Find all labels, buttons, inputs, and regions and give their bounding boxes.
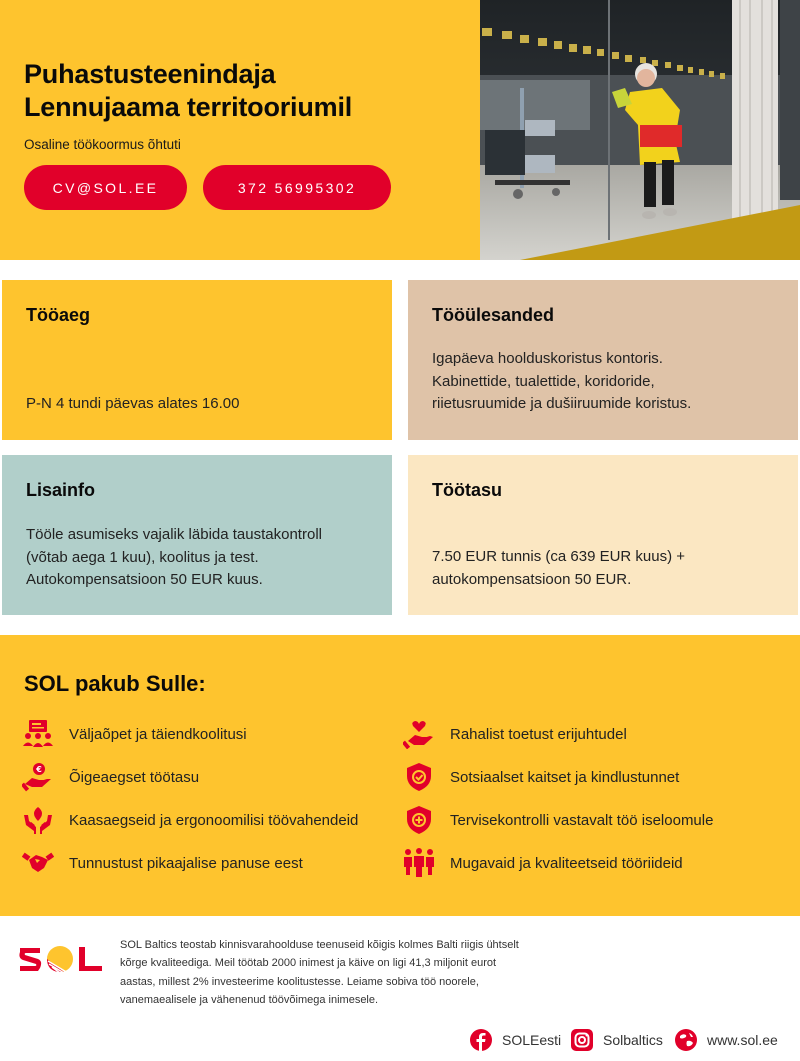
benefit-label: Mugavaid ja kvaliteetseid tööriideid <box>450 854 683 872</box>
benefit-label: Sotsiaalset kaitset ja kindlustunnet <box>450 768 680 786</box>
globe-icon <box>675 1029 697 1051</box>
benefit-label: Tunnustust pikaajalise panuse eest <box>69 854 303 872</box>
benefit-item <box>22 848 303 878</box>
hero-section <box>0 0 800 260</box>
instagram-icon <box>571 1029 593 1051</box>
benefit-item <box>403 762 679 792</box>
instagram-label: Solbaltics <box>603 1032 663 1048</box>
website-link[interactable] <box>675 1028 778 1052</box>
card-body: P-N 4 tundi päevas alates 16.00 <box>26 395 240 412</box>
website-label: www.sol.ee <box>707 1032 778 1048</box>
benefit-label: Õigeaegset töötasu <box>69 768 200 786</box>
benefit-item <box>22 762 199 792</box>
hero-photo <box>480 0 800 260</box>
sol-logo <box>18 940 104 976</box>
card-job-duties <box>408 280 798 440</box>
benefit-label: Rahalist toetust erijuhtudel <box>450 725 627 743</box>
job-subtitle: Osaline töökoormus õhtuti <box>24 137 181 152</box>
benefit-item <box>403 848 683 878</box>
card-body: Igapäeva hoolduskoristus kontoris. Kabinettide, tualettide, koridoride, riietusruumide ja dušiiruumide koristus. <box>432 350 692 412</box>
instagram-link[interactable] <box>571 1028 663 1052</box>
card-title: Tööülesanded <box>432 305 555 325</box>
card-body: 7.50 EUR tunnis (ca 639 EUR kuus) + autokompensatsioon 50 EUR. <box>432 548 686 588</box>
job-title-line-2: Lennujaama territooriumil <box>24 92 353 122</box>
facebook-link[interactable] <box>470 1028 561 1052</box>
facebook-icon <box>470 1029 492 1051</box>
benefit-label: Kaasaegseid ja ergonoomilisi töövahendeid <box>69 811 359 829</box>
hands-leaf-icon <box>22 805 54 835</box>
benefits-section <box>0 635 800 916</box>
facebook-label: SOLEesti <box>502 1032 562 1048</box>
phone-button[interactable]: 372 56995302 <box>203 165 391 210</box>
footer <box>0 916 800 1061</box>
training-group-icon <box>22 719 54 749</box>
job-title <box>24 58 352 124</box>
cleaner-photo-illustration <box>480 0 800 260</box>
benefits-title: SOL pakub Sulle: <box>24 671 206 696</box>
card-working-hours <box>2 280 392 440</box>
card-title: Töötasu <box>432 480 502 500</box>
benefit-item <box>403 805 713 835</box>
benefit-label: Tervisekontrolli vastavalt töö iseloomule <box>450 811 714 829</box>
handshake-icon <box>22 848 54 878</box>
card-additional-info <box>2 455 392 615</box>
card-body: Tööle asumiseks vajalik läbida taustakontroll (võtab aega 1 kuu), koolitus ja test. Autokompensatsioon 50 EUR kuus. <box>26 526 322 588</box>
email-button[interactable]: CV@SOL.EE <box>24 165 187 210</box>
people-group-icon <box>403 848 435 878</box>
benefit-label: Väljaõpet ja täiendkoolitusi <box>69 725 247 743</box>
euro-hand-icon <box>22 762 54 792</box>
card-salary <box>408 455 798 615</box>
shield-plus-icon <box>403 805 435 835</box>
card-title: Tööaeg <box>26 305 91 325</box>
svg-text:€: € <box>36 765 42 774</box>
shield-check-icon <box>403 762 435 792</box>
company-description: SOL Baltics teostab kinnisvarahoolduse teenuseid kõigis kolmes Balti riigis ühtselt kõrge kvaliteediga. Meil töötab 2000 inimest ja käive on ligi 41,3 miljonit eurot aastas, millest 2% investeerime koolitustesse. Leiame sobiva töö noorele, vanemaealisele ja vähenenud töövõimega inimesele. <box>120 939 519 1006</box>
benefit-item <box>22 719 247 749</box>
job-title-line-1: Puhastusteenindaja <box>24 59 276 89</box>
benefit-item <box>403 719 627 749</box>
heart-hand-icon <box>403 719 435 749</box>
card-title: Lisainfo <box>26 480 96 500</box>
benefit-item <box>22 805 358 835</box>
